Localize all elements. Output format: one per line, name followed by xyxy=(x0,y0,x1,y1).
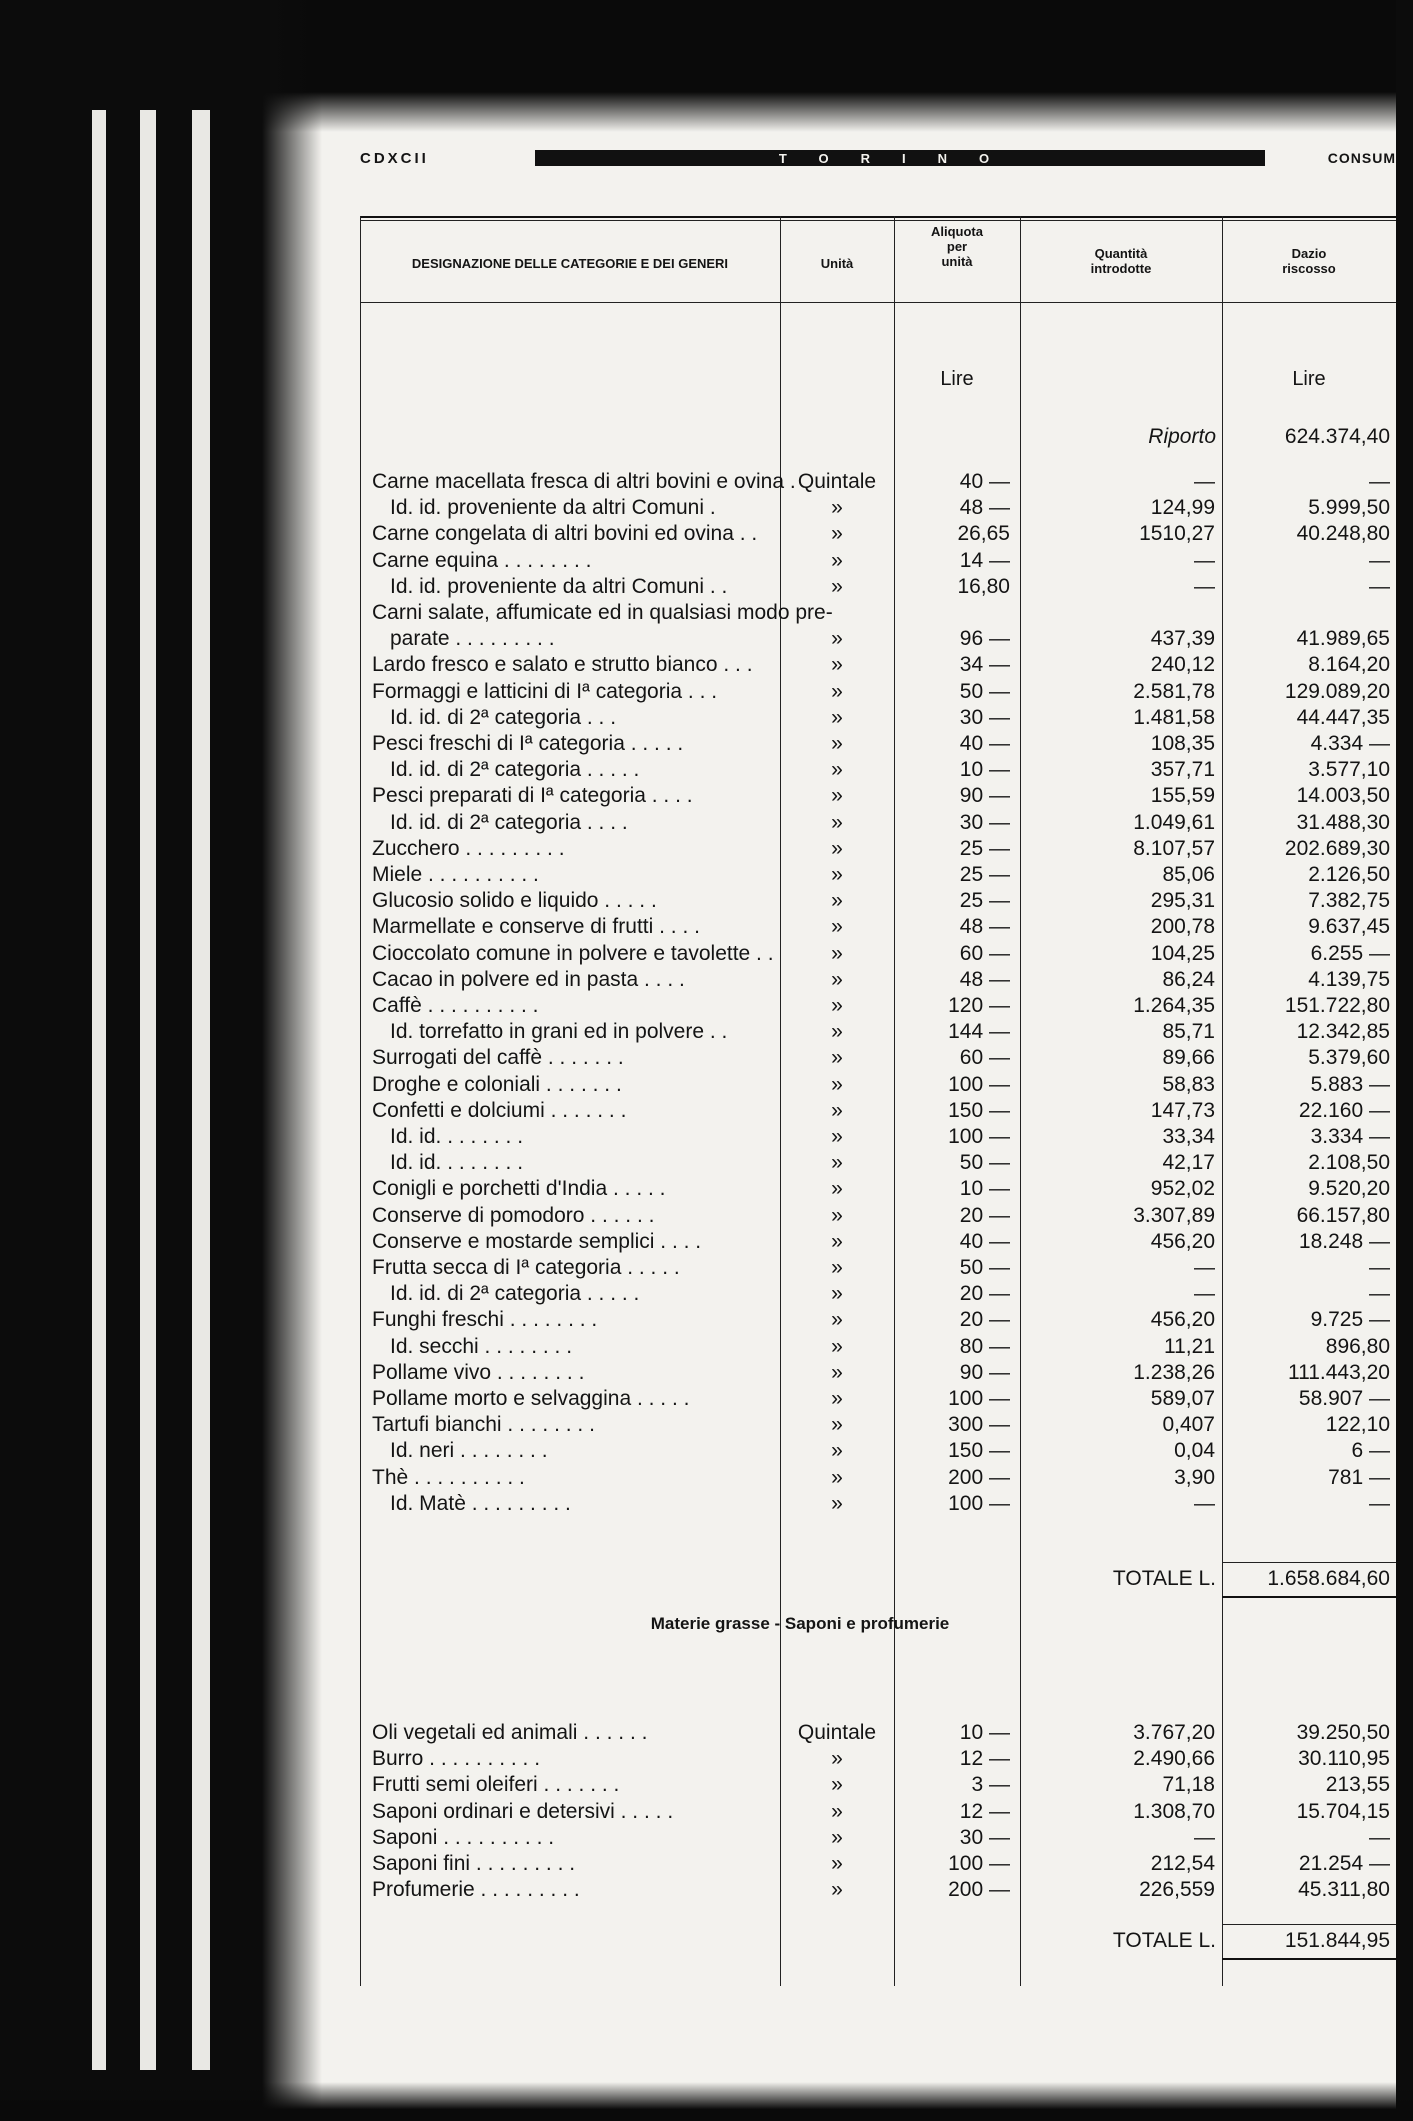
page-edge-strip xyxy=(92,110,106,2070)
item-duty: 21.254 — xyxy=(1298,1852,1390,1875)
ledger-page xyxy=(290,120,1396,2080)
item-name: Id. id. di 2ª categoria . . . . xyxy=(390,810,628,834)
table-left-rule xyxy=(360,216,361,1986)
item-name: Conserve di pomodoro . . . . . . xyxy=(372,1203,655,1227)
total1-top-rule xyxy=(1222,1562,1396,1563)
scan-border-bottom xyxy=(0,2082,1413,2121)
item-duty: — xyxy=(1369,1282,1390,1306)
item-rate: 50 — xyxy=(959,1151,1010,1175)
header-bottom-rule xyxy=(360,302,1396,303)
item-duty: 151.722,80 xyxy=(1284,994,1390,1017)
item-duty: 58.907 — xyxy=(1298,1387,1390,1410)
item-name: Id. secchi . . . . . . . . xyxy=(390,1334,573,1358)
item-unit: » xyxy=(831,1387,843,1410)
carried-forward-label: Riporto xyxy=(1148,425,1216,448)
item-quantity: 3.767,20 xyxy=(1133,1721,1215,1744)
item-quantity: 1.264,35 xyxy=(1133,994,1215,1017)
item-duty: 3.334 — xyxy=(1310,1125,1390,1148)
item-quantity: 85,71 xyxy=(1162,1020,1215,1044)
item-name: Saponi fini . . . . . . . . . xyxy=(372,1852,576,1875)
item-name: Conserve e mostarde semplici . . . . xyxy=(372,1229,702,1253)
item-unit: » xyxy=(831,1125,843,1148)
table-top-rule-thin xyxy=(360,220,1396,221)
item-rate: 144 — xyxy=(948,1020,1010,1044)
item-quantity: 11,21 xyxy=(1164,1334,1215,1358)
item-unit: » xyxy=(831,1465,843,1489)
item-rate: 50 — xyxy=(959,1256,1010,1279)
section2-title: Materie grasse - Saponi e profumerie xyxy=(650,1614,950,1633)
item-name: Surrogati del caffè . . . . . . . xyxy=(372,1046,624,1070)
item-name: Id. id. . . . . . . . xyxy=(390,1125,524,1148)
item-unit: » xyxy=(831,941,843,965)
item-duty: 9.637,45 xyxy=(1308,915,1390,939)
item-duty: 896,80 xyxy=(1325,1334,1390,1358)
item-duty: 4.334 — xyxy=(1310,732,1390,755)
item-name: Zucchero . . . . . . . . . xyxy=(372,836,565,860)
item-name: Id. id. . . . . . . . xyxy=(390,1151,524,1175)
item-quantity: 71,18 xyxy=(1162,1773,1215,1797)
item-duty: 5.379,60 xyxy=(1308,1046,1390,1070)
item-quantity: 33,34 xyxy=(1162,1125,1215,1148)
item-duty: — xyxy=(1369,548,1390,572)
item-duty: 6 — xyxy=(1351,1439,1390,1463)
item-name: Tartufi bianchi . . . . . . . . xyxy=(372,1413,595,1437)
item-unit: » xyxy=(831,1491,843,1515)
item-duty: 66.157,80 xyxy=(1296,1203,1390,1227)
item-rate: 34 — xyxy=(959,653,1010,677)
item-unit: » xyxy=(831,836,843,860)
item-rate: 20 — xyxy=(959,1282,1010,1306)
item-duty: — xyxy=(1369,1825,1390,1849)
item-duty: 4.139,75 xyxy=(1308,967,1390,991)
item-duty: 6.255 — xyxy=(1310,941,1390,965)
item-quantity: 42,17 xyxy=(1162,1151,1215,1175)
item-rate: 26,65 xyxy=(957,522,1010,546)
item-name: Id. neri . . . . . . . . xyxy=(390,1439,548,1463)
item-unit: » xyxy=(831,574,843,598)
item-name: Id. id. proveniente da altri Comuni . . xyxy=(390,574,728,598)
item-quantity: 104,25 xyxy=(1150,941,1215,965)
header-duty: Dazio riscosso xyxy=(1282,246,1336,276)
item-rate: 200 — xyxy=(948,1878,1010,1902)
item-name: Burro . . . . . . . . . . xyxy=(372,1747,541,1771)
item-unit: » xyxy=(831,1334,843,1358)
item-rate: 90 — xyxy=(959,784,1010,808)
total1-bottom-rule xyxy=(1222,1596,1396,1598)
item-name: Pesci preparati di Iª categoria . . . . xyxy=(372,784,693,808)
item-name: parate . . . . . . . . . xyxy=(390,627,555,651)
item-name: Miele . . . . . . . . . . xyxy=(372,863,539,886)
scan-border-left xyxy=(0,0,262,2121)
total1-value: 1.658.684,60 xyxy=(1267,1567,1390,1590)
item-quantity: — xyxy=(1194,548,1215,572)
item-unit: » xyxy=(831,1773,843,1797)
section-running-head: CONSUM xyxy=(1327,150,1396,166)
item-unit: » xyxy=(831,1282,843,1306)
currency-duty: Lire xyxy=(1292,368,1326,390)
item-name: Thè . . . . . . . . . . xyxy=(372,1465,525,1489)
item-duty: 5.999,50 xyxy=(1308,496,1390,520)
item-unit: » xyxy=(831,679,843,703)
item-unit: » xyxy=(831,496,843,520)
item-unit: » xyxy=(831,1747,843,1771)
item-duty: 122,10 xyxy=(1325,1413,1390,1437)
item-unit: » xyxy=(831,1360,843,1384)
item-name: Oli vegetali ed animali . . . . . . xyxy=(372,1721,648,1744)
item-rate: 60 — xyxy=(959,1046,1010,1070)
item-name: Frutta secca di Iª categoria . . . . . xyxy=(372,1256,680,1279)
item-duty: 8.164,20 xyxy=(1308,653,1390,677)
item-unit: » xyxy=(831,1020,843,1044)
item-duty: 9.725 — xyxy=(1310,1308,1390,1332)
item-quantity: 3,90 xyxy=(1174,1465,1215,1489)
item-name: Funghi freschi . . . . . . . . xyxy=(372,1308,598,1332)
item-quantity: — xyxy=(1194,1256,1215,1279)
item-name: Id. torrefatto in grani ed in polvere . . xyxy=(390,1020,728,1044)
item-rate: 25 — xyxy=(959,836,1010,860)
table-top-rule xyxy=(360,216,1396,218)
item-duty: 9.520,20 xyxy=(1308,1177,1390,1201)
item-duty: 213,55 xyxy=(1325,1773,1390,1797)
item-duty: 45.311,80 xyxy=(1298,1878,1390,1902)
total1-label: TOTALE L. xyxy=(1112,1567,1216,1590)
column-rule xyxy=(894,216,895,1986)
item-quantity: 0,04 xyxy=(1174,1439,1215,1463)
item-name: Droghe e coloniali . . . . . . . xyxy=(372,1072,622,1096)
item-name: Id. id. di 2ª categoria . . . . . xyxy=(390,758,640,782)
item-unit: » xyxy=(831,732,843,755)
item-duty: 2.126,50 xyxy=(1308,863,1390,886)
item-name: Saponi ordinari e detersivi . . . . . xyxy=(372,1799,674,1823)
item-rate: 25 — xyxy=(959,889,1010,913)
item-quantity: — xyxy=(1194,574,1215,598)
item-duty: 2.108,50 xyxy=(1308,1151,1390,1175)
item-rate: 100 — xyxy=(948,1491,1010,1515)
total2-label: TOTALE L. xyxy=(1112,1929,1216,1952)
item-duty: — xyxy=(1369,574,1390,598)
item-name: Id. id. di 2ª categoria . . . xyxy=(390,705,617,729)
item-name: Pollame morto e selvaggina . . . . . xyxy=(372,1387,690,1410)
item-name: Id. Matè . . . . . . . . . xyxy=(390,1491,571,1515)
item-rate: 20 — xyxy=(959,1203,1010,1227)
item-duty: 41.989,65 xyxy=(1296,627,1390,651)
item-rate: 3 — xyxy=(971,1773,1010,1797)
item-rate: 40 — xyxy=(959,470,1010,493)
item-unit: » xyxy=(831,1878,843,1902)
item-quantity: 1.308,70 xyxy=(1133,1799,1215,1823)
item-quantity: — xyxy=(1194,1282,1215,1306)
item-quantity: 89,66 xyxy=(1162,1046,1215,1070)
item-name: Marmellate e conserve di frutti . . . . xyxy=(372,915,700,939)
carried-forward-value: 624.374,40 xyxy=(1284,425,1390,448)
item-quantity: 86,24 xyxy=(1162,967,1215,991)
item-quantity: 437,39 xyxy=(1150,627,1215,651)
item-name: Profumerie . . . . . . . . . xyxy=(372,1878,580,1902)
total2-value: 151.844,95 xyxy=(1284,1929,1390,1952)
item-unit: » xyxy=(831,1825,843,1849)
item-duty: 12.342,85 xyxy=(1296,1020,1390,1044)
item-rate: 12 — xyxy=(959,1747,1010,1771)
item-unit: » xyxy=(831,1098,843,1122)
item-name: Carne equina . . . . . . . . xyxy=(372,548,592,572)
item-name: Cioccolato comune in polvere e tavolette . . xyxy=(372,941,774,965)
item-rate: 60 — xyxy=(959,941,1010,965)
item-rate: 300 — xyxy=(948,1413,1010,1437)
item-quantity: — xyxy=(1194,1825,1215,1849)
item-quantity: 3.307,89 xyxy=(1133,1203,1215,1227)
item-duty: — xyxy=(1369,1256,1390,1279)
item-unit: » xyxy=(831,1439,843,1463)
item-name: Pesci freschi di Iª categoria . . . . . xyxy=(372,732,684,755)
item-rate: 150 — xyxy=(948,1439,1010,1463)
item-duty: 781 — xyxy=(1328,1465,1390,1489)
item-name: Formaggi e latticini di Iª categoria . . . xyxy=(372,679,718,703)
item-rate: 48 — xyxy=(959,967,1010,991)
item-quantity: 226,559 xyxy=(1139,1878,1215,1902)
item-unit: » xyxy=(831,915,843,939)
item-quantity: 456,20 xyxy=(1150,1229,1215,1253)
item-unit: » xyxy=(831,522,843,546)
total2-top-rule xyxy=(1222,1924,1396,1925)
item-quantity: 1.481,58 xyxy=(1133,705,1215,729)
header-quantity: Quantità introdotte xyxy=(1090,246,1152,276)
item-duty: 39.250,50 xyxy=(1296,1721,1390,1744)
item-rate: 80 — xyxy=(959,1334,1010,1358)
item-name: Lardo fresco e salato e strutto bianco . . . xyxy=(372,653,753,677)
item-duty: 3.577,10 xyxy=(1308,758,1390,782)
item-quantity: 212,54 xyxy=(1150,1852,1215,1875)
item-duty: 111.443,20 xyxy=(1288,1360,1390,1384)
item-quantity: 8.107,57 xyxy=(1133,836,1215,860)
item-duty: 129.089,20 xyxy=(1284,679,1390,703)
item-quantity: 1.049,61 xyxy=(1133,810,1215,834)
page-number: CDXCII xyxy=(360,150,429,167)
item-unit: » xyxy=(831,784,843,808)
scan-border-right xyxy=(1396,0,1413,2121)
item-rate: 50 — xyxy=(959,679,1010,703)
item-rate: 40 — xyxy=(959,732,1010,755)
currency-rate: Lire xyxy=(940,368,974,390)
item-unit: » xyxy=(831,1046,843,1070)
item-name: Saponi . . . . . . . . . . xyxy=(372,1825,555,1849)
item-unit: » xyxy=(831,548,843,572)
item-unit: » xyxy=(831,1256,843,1279)
item-quantity: — xyxy=(1194,1491,1215,1515)
item-quantity: 200,78 xyxy=(1150,915,1215,939)
item-name: Conigli e porchetti d'India . . . . . xyxy=(372,1177,666,1201)
item-rate: 96 — xyxy=(959,627,1010,651)
ledger-table xyxy=(360,216,1396,1986)
item-rate: 30 — xyxy=(959,1825,1010,1849)
item-rate: 40 — xyxy=(959,1229,1010,1253)
page-edge-strip xyxy=(140,110,156,2070)
item-unit: » xyxy=(831,1799,843,1823)
item-duty: 14.003,50 xyxy=(1296,784,1390,808)
item-rate: 100 — xyxy=(948,1072,1010,1096)
item-rate: 14 — xyxy=(959,548,1010,572)
item-rate: 12 — xyxy=(959,1799,1010,1823)
item-rate: 150 — xyxy=(948,1098,1010,1122)
item-rate: 30 — xyxy=(959,810,1010,834)
item-quantity: — xyxy=(1194,470,1215,493)
item-name: Carne macellata fresca di altri bovini e ovina . xyxy=(372,470,796,493)
item-name: Pollame vivo . . . . . . . . xyxy=(372,1360,585,1384)
item-duty: 44.447,35 xyxy=(1296,705,1390,729)
item-duty: — xyxy=(1369,470,1390,493)
item-quantity: 1.238,26 xyxy=(1133,1360,1215,1384)
item-rate: 20 — xyxy=(959,1308,1010,1332)
item-quantity: 240,12 xyxy=(1150,653,1215,677)
item-rate: 120 — xyxy=(948,994,1010,1017)
item-rate: 16,80 xyxy=(957,574,1010,598)
item-unit: » xyxy=(831,705,843,729)
item-unit: » xyxy=(831,994,843,1017)
item-unit: » xyxy=(831,1852,843,1875)
header-designation: DESIGNAZIONE DELLE CATEGORIE E DEI GENERI xyxy=(411,256,729,271)
item-quantity: 456,20 xyxy=(1150,1308,1215,1332)
item-unit: Quintale xyxy=(797,470,877,493)
item-unit: » xyxy=(831,1308,843,1332)
item-name: Cacao in polvere ed in pasta . . . . xyxy=(372,967,685,991)
item-duty: — xyxy=(1369,1491,1390,1515)
item-duty: 40.248,80 xyxy=(1296,522,1390,546)
item-quantity: 2.581,78 xyxy=(1133,679,1215,703)
item-rate: 48 — xyxy=(959,496,1010,520)
item-unit: » xyxy=(831,810,843,834)
item-name: Confetti e dolciumi . . . . . . . xyxy=(372,1098,627,1122)
item-quantity: 108,35 xyxy=(1150,732,1215,755)
item-unit: » xyxy=(831,1229,843,1253)
item-duty: 30.110,95 xyxy=(1298,1747,1390,1771)
item-name: Caffè . . . . . . . . . . xyxy=(372,994,539,1017)
total2-bottom-rule xyxy=(1222,1958,1396,1960)
item-rate: 30 — xyxy=(959,705,1010,729)
item-rate: 48 — xyxy=(959,915,1010,939)
item-duty: 31.488,30 xyxy=(1296,810,1390,834)
item-rate: 10 — xyxy=(959,758,1010,782)
item-unit: » xyxy=(831,758,843,782)
item-duty: 22.160 — xyxy=(1298,1098,1390,1122)
item-name: Frutti semi oleiferi . . . . . . . xyxy=(372,1773,620,1797)
item-unit: » xyxy=(831,1177,843,1201)
item-name: Id. id. di 2ª categoria . . . . . xyxy=(390,1282,640,1306)
item-quantity: 357,71 xyxy=(1150,758,1215,782)
item-unit: » xyxy=(831,1151,843,1175)
item-quantity: 124,99 xyxy=(1150,496,1215,520)
item-unit: » xyxy=(831,627,843,651)
item-rate: 90 — xyxy=(959,1360,1010,1384)
running-title-bar xyxy=(535,150,1265,166)
item-duty: 15.704,15 xyxy=(1296,1799,1390,1823)
header-rate: Aliquota per unità xyxy=(931,224,983,269)
item-rate: 100 — xyxy=(948,1125,1010,1148)
item-rate: 100 — xyxy=(948,1387,1010,1410)
item-unit: » xyxy=(831,1413,843,1437)
item-quantity: 85,06 xyxy=(1162,863,1215,886)
item-name: Carne congelata di altri bovini ed ovina . . xyxy=(372,522,758,546)
item-rate: 200 — xyxy=(948,1465,1010,1489)
item-quantity: 952,02 xyxy=(1150,1177,1215,1201)
item-unit: Quintale xyxy=(797,1721,877,1744)
item-unit: » xyxy=(831,967,843,991)
item-unit: » xyxy=(831,889,843,913)
item-name: Id. id. proveniente da altri Comuni . xyxy=(390,496,716,520)
item-duty: 18.248 — xyxy=(1298,1229,1390,1253)
item-duty: 7.382,75 xyxy=(1308,889,1390,913)
item-rate: 25 — xyxy=(959,863,1010,886)
page-edge-strip xyxy=(192,110,210,2070)
item-unit: » xyxy=(831,653,843,677)
header-unit: Unità xyxy=(820,256,854,271)
item-rate: 10 — xyxy=(959,1721,1010,1744)
item-quantity: 2.490,66 xyxy=(1133,1747,1215,1771)
item-quantity: 0,407 xyxy=(1162,1413,1215,1437)
item-name: Carni salate, affumicate ed in qualsiasi modo pre- xyxy=(372,601,833,624)
running-title: TORINO xyxy=(778,150,1022,166)
item-rate: 10 — xyxy=(959,1177,1010,1201)
item-quantity: 147,73 xyxy=(1150,1098,1215,1122)
item-rate: 100 — xyxy=(948,1852,1010,1875)
item-quantity: 589,07 xyxy=(1150,1387,1215,1410)
item-unit: » xyxy=(831,1203,843,1227)
item-quantity: 295,31 xyxy=(1150,889,1215,913)
item-name: Glucosio solido e liquido . . . . . xyxy=(372,889,657,913)
item-quantity: 155,59 xyxy=(1150,784,1215,808)
item-duty: 202.689,30 xyxy=(1284,836,1390,860)
item-unit: » xyxy=(831,1072,843,1096)
item-quantity: 1510,27 xyxy=(1139,522,1215,546)
item-unit: » xyxy=(831,863,843,886)
item-duty: 5.883 — xyxy=(1310,1072,1390,1096)
item-quantity: 58,83 xyxy=(1162,1072,1215,1096)
